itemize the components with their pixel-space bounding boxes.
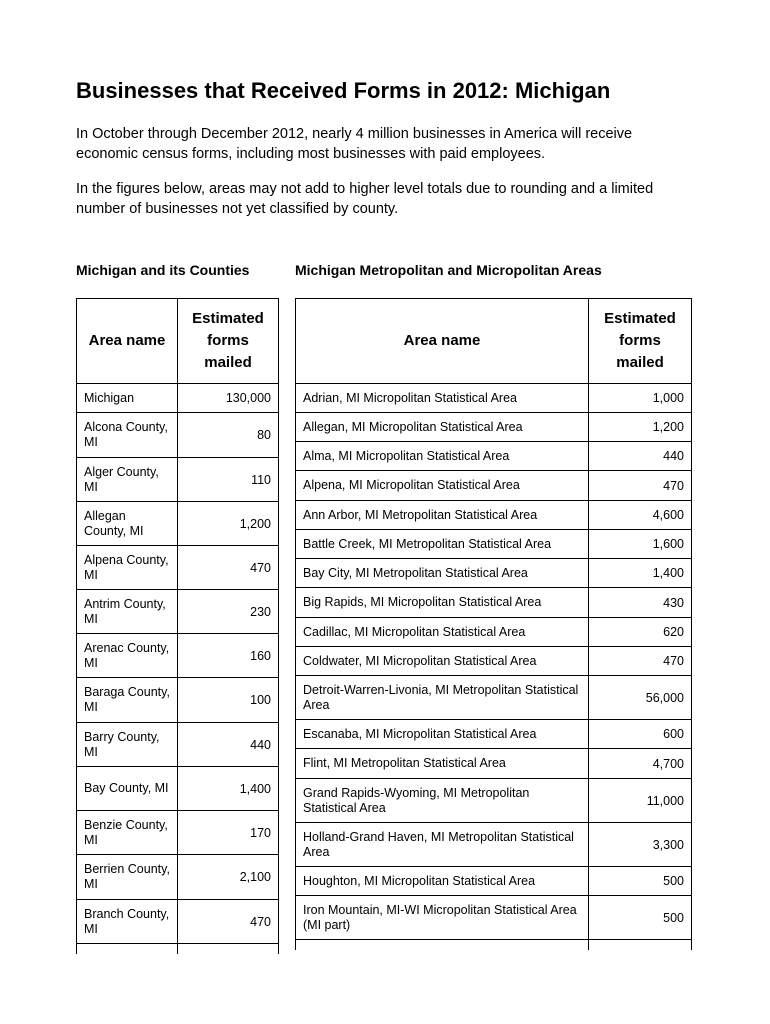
counties-header-row <box>77 299 279 384</box>
metro-area-name-cell: Detroit-Warren-Livonia, MI Metropolitan Statistical Area <box>296 676 589 720</box>
metro-col-forms-mailed: Estimated forms mailed <box>589 299 692 384</box>
metro-area-name-cell: Escanaba, MI Micropolitan Statistical Area <box>296 720 589 749</box>
counties-row <box>77 767 279 811</box>
counties-forms-mailed-cell: 100 <box>178 678 279 723</box>
metro-forms-mailed-cell: 600 <box>589 720 692 749</box>
metro-row <box>296 588 692 618</box>
metro-col-area-name: Area name <box>296 299 589 384</box>
counties-forms-mailed-cell: 170 <box>178 811 279 855</box>
metro-row <box>296 823 692 867</box>
metro-row <box>296 749 692 779</box>
counties-col-area-name: Area name <box>77 299 178 384</box>
counties-row <box>77 811 279 855</box>
metro-row <box>296 647 692 676</box>
counties-row <box>77 502 279 546</box>
metro-area-name-cell: Allegan, MI Micropolitan Statistical Area <box>296 413 589 442</box>
metro-area-name-cell: Grand Rapids-Wyoming, MI Metropolitan Statistical Area <box>296 779 589 823</box>
counties-forms-mailed-cell: 1,400 <box>178 767 279 811</box>
metro-forms-mailed-cell: 56,000 <box>589 676 692 720</box>
counties-forms-mailed-cell: 2,100 <box>178 855 279 900</box>
counties-row <box>77 458 279 502</box>
metro-row <box>296 779 692 823</box>
counties-row <box>77 590 279 634</box>
counties-area-name-cell: Antrim County, MI <box>77 590 178 634</box>
metro-row <box>296 501 692 530</box>
metro-area-name-cell: Houghton, MI Micropolitan Statistical Area <box>296 867 589 896</box>
metro-area-name-cell: Cadillac, MI Micropolitan Statistical Area <box>296 618 589 647</box>
metro-area-name-cell: Alma, MI Micropolitan Statistical Area <box>296 442 589 471</box>
counties-heading: Michigan and its Counties <box>76 262 250 278</box>
counties-forms-mailed-cell: 230 <box>178 590 279 634</box>
counties-row <box>77 855 279 900</box>
metro-table <box>295 298 692 950</box>
metro-forms-mailed-cell: 11,000 <box>589 779 692 823</box>
metro-row <box>296 676 692 720</box>
metro-area-name-cell: Battle Creek, MI Metropolitan Statistical Area <box>296 530 589 559</box>
counties-area-name-cell: Alpena County, MI <box>77 546 178 590</box>
counties-row <box>77 384 279 413</box>
counties-row <box>77 546 279 590</box>
metro-area-name-cell: Big Rapids, MI Micropolitan Statistical Area <box>296 588 589 618</box>
metro-row <box>296 867 692 896</box>
counties-forms-mailed-cell: 470 <box>178 546 279 590</box>
metro-forms-mailed-cell: 4,600 <box>589 501 692 530</box>
counties-area-name-cell: Bay County, MI <box>77 767 178 811</box>
metro-area-name-cell: Alpena, MI Micropolitan Statistical Area <box>296 471 589 501</box>
metro-forms-mailed-cell: 3,300 <box>589 823 692 867</box>
metro-forms-mailed-cell: 470 <box>589 471 692 501</box>
counties-row <box>77 900 279 944</box>
counties-row <box>77 634 279 678</box>
counties-area-name-cell: Michigan <box>77 384 178 413</box>
counties-forms-mailed-cell: 1,200 <box>178 502 279 546</box>
metro-area-name-cell: Holland-Grand Haven, MI Metropolitan Statistical Area <box>296 823 589 867</box>
counties-area-name-cell: Alcona County, MI <box>77 413 178 458</box>
counties-forms-mailed-cell: 80 <box>178 413 279 458</box>
metro-forms-mailed-cell: 500 <box>589 896 692 940</box>
counties-forms-mailed-cell: 160 <box>178 634 279 678</box>
metro-forms-mailed-cell: 620 <box>589 618 692 647</box>
counties-area-name-cell: Baraga County, MI <box>77 678 178 723</box>
metro-forms-mailed-cell: 1,200 <box>589 413 692 442</box>
metro-row <box>296 413 692 442</box>
intro-paragraph-2: In the figures below, areas may not add to higher level totals due to rounding and a limited number of businesses not yet classified by county. <box>76 181 654 217</box>
metro-forms-mailed-cell: 500 <box>589 867 692 896</box>
metro-row <box>296 384 692 413</box>
metro-row <box>296 530 692 559</box>
counties-area-name-cell: Benzie County, MI <box>77 811 178 855</box>
counties-row <box>77 723 279 767</box>
metro-row <box>296 896 692 940</box>
intro-paragraph-1: In October through December 2012, nearly 4 million businesses in America will receive economic census forms, including most businesses with paid employees. <box>76 126 633 162</box>
metro-area-name-cell: Ann Arbor, MI Metropolitan Statistical Area <box>296 501 589 530</box>
metro-heading: Michigan Metropolitan and Micropolitan Areas <box>295 262 602 278</box>
metro-area-name-cell: Flint, MI Metropolitan Statistical Area <box>296 749 589 779</box>
metro-forms-mailed-cell: 430 <box>589 588 692 618</box>
metro-row <box>296 442 692 471</box>
metro-forms-mailed-cell: 1,600 <box>589 530 692 559</box>
counties-forms-mailed-cell: 440 <box>178 723 279 767</box>
counties-row <box>77 678 279 723</box>
counties-forms-mailed-cell: 110 <box>178 458 279 502</box>
counties-col-forms-mailed: Estimated forms mailed <box>178 299 279 384</box>
metro-area-name-cell: Iron Mountain, MI-WI Micropolitan Statistical Area (MI part) <box>296 896 589 940</box>
counties-row <box>77 413 279 458</box>
counties-forms-mailed-cell: 130,000 <box>178 384 279 413</box>
metro-area-name-cell: Bay City, MI Metropolitan Statistical Area <box>296 559 589 588</box>
counties-area-name-cell: Alger County, MI <box>77 458 178 502</box>
metro-forms-mailed-cell: 1,400 <box>589 559 692 588</box>
metro-row <box>296 720 692 749</box>
metro-forms-mailed-cell: 470 <box>589 647 692 676</box>
metro-row <box>296 559 692 588</box>
counties-continued-row <box>77 944 279 954</box>
counties-area-name-cell: Barry County, MI <box>77 723 178 767</box>
counties-area-name-cell: Berrien County, MI <box>77 855 178 900</box>
metro-header-row <box>296 299 692 384</box>
counties-forms-mailed-cell: 470 <box>178 900 279 944</box>
metro-area-name-cell: Adrian, MI Micropolitan Statistical Area <box>296 384 589 413</box>
metro-forms-mailed-cell: 4,700 <box>589 749 692 779</box>
counties-area-name-cell: Arenac County, MI <box>77 634 178 678</box>
metro-continued-row <box>296 940 692 950</box>
metro-forms-mailed-cell: 440 <box>589 442 692 471</box>
metro-row <box>296 618 692 647</box>
page-title: Businesses that Received Forms in 2012: Michigan <box>76 78 611 103</box>
metro-forms-mailed-cell: 1,000 <box>589 384 692 413</box>
metro-area-name-cell: Coldwater, MI Micropolitan Statistical Area <box>296 647 589 676</box>
metro-row <box>296 471 692 501</box>
counties-area-name-cell: Allegan County, MI <box>77 502 178 546</box>
counties-table <box>76 298 279 954</box>
counties-area-name-cell: Branch County, MI <box>77 900 178 944</box>
